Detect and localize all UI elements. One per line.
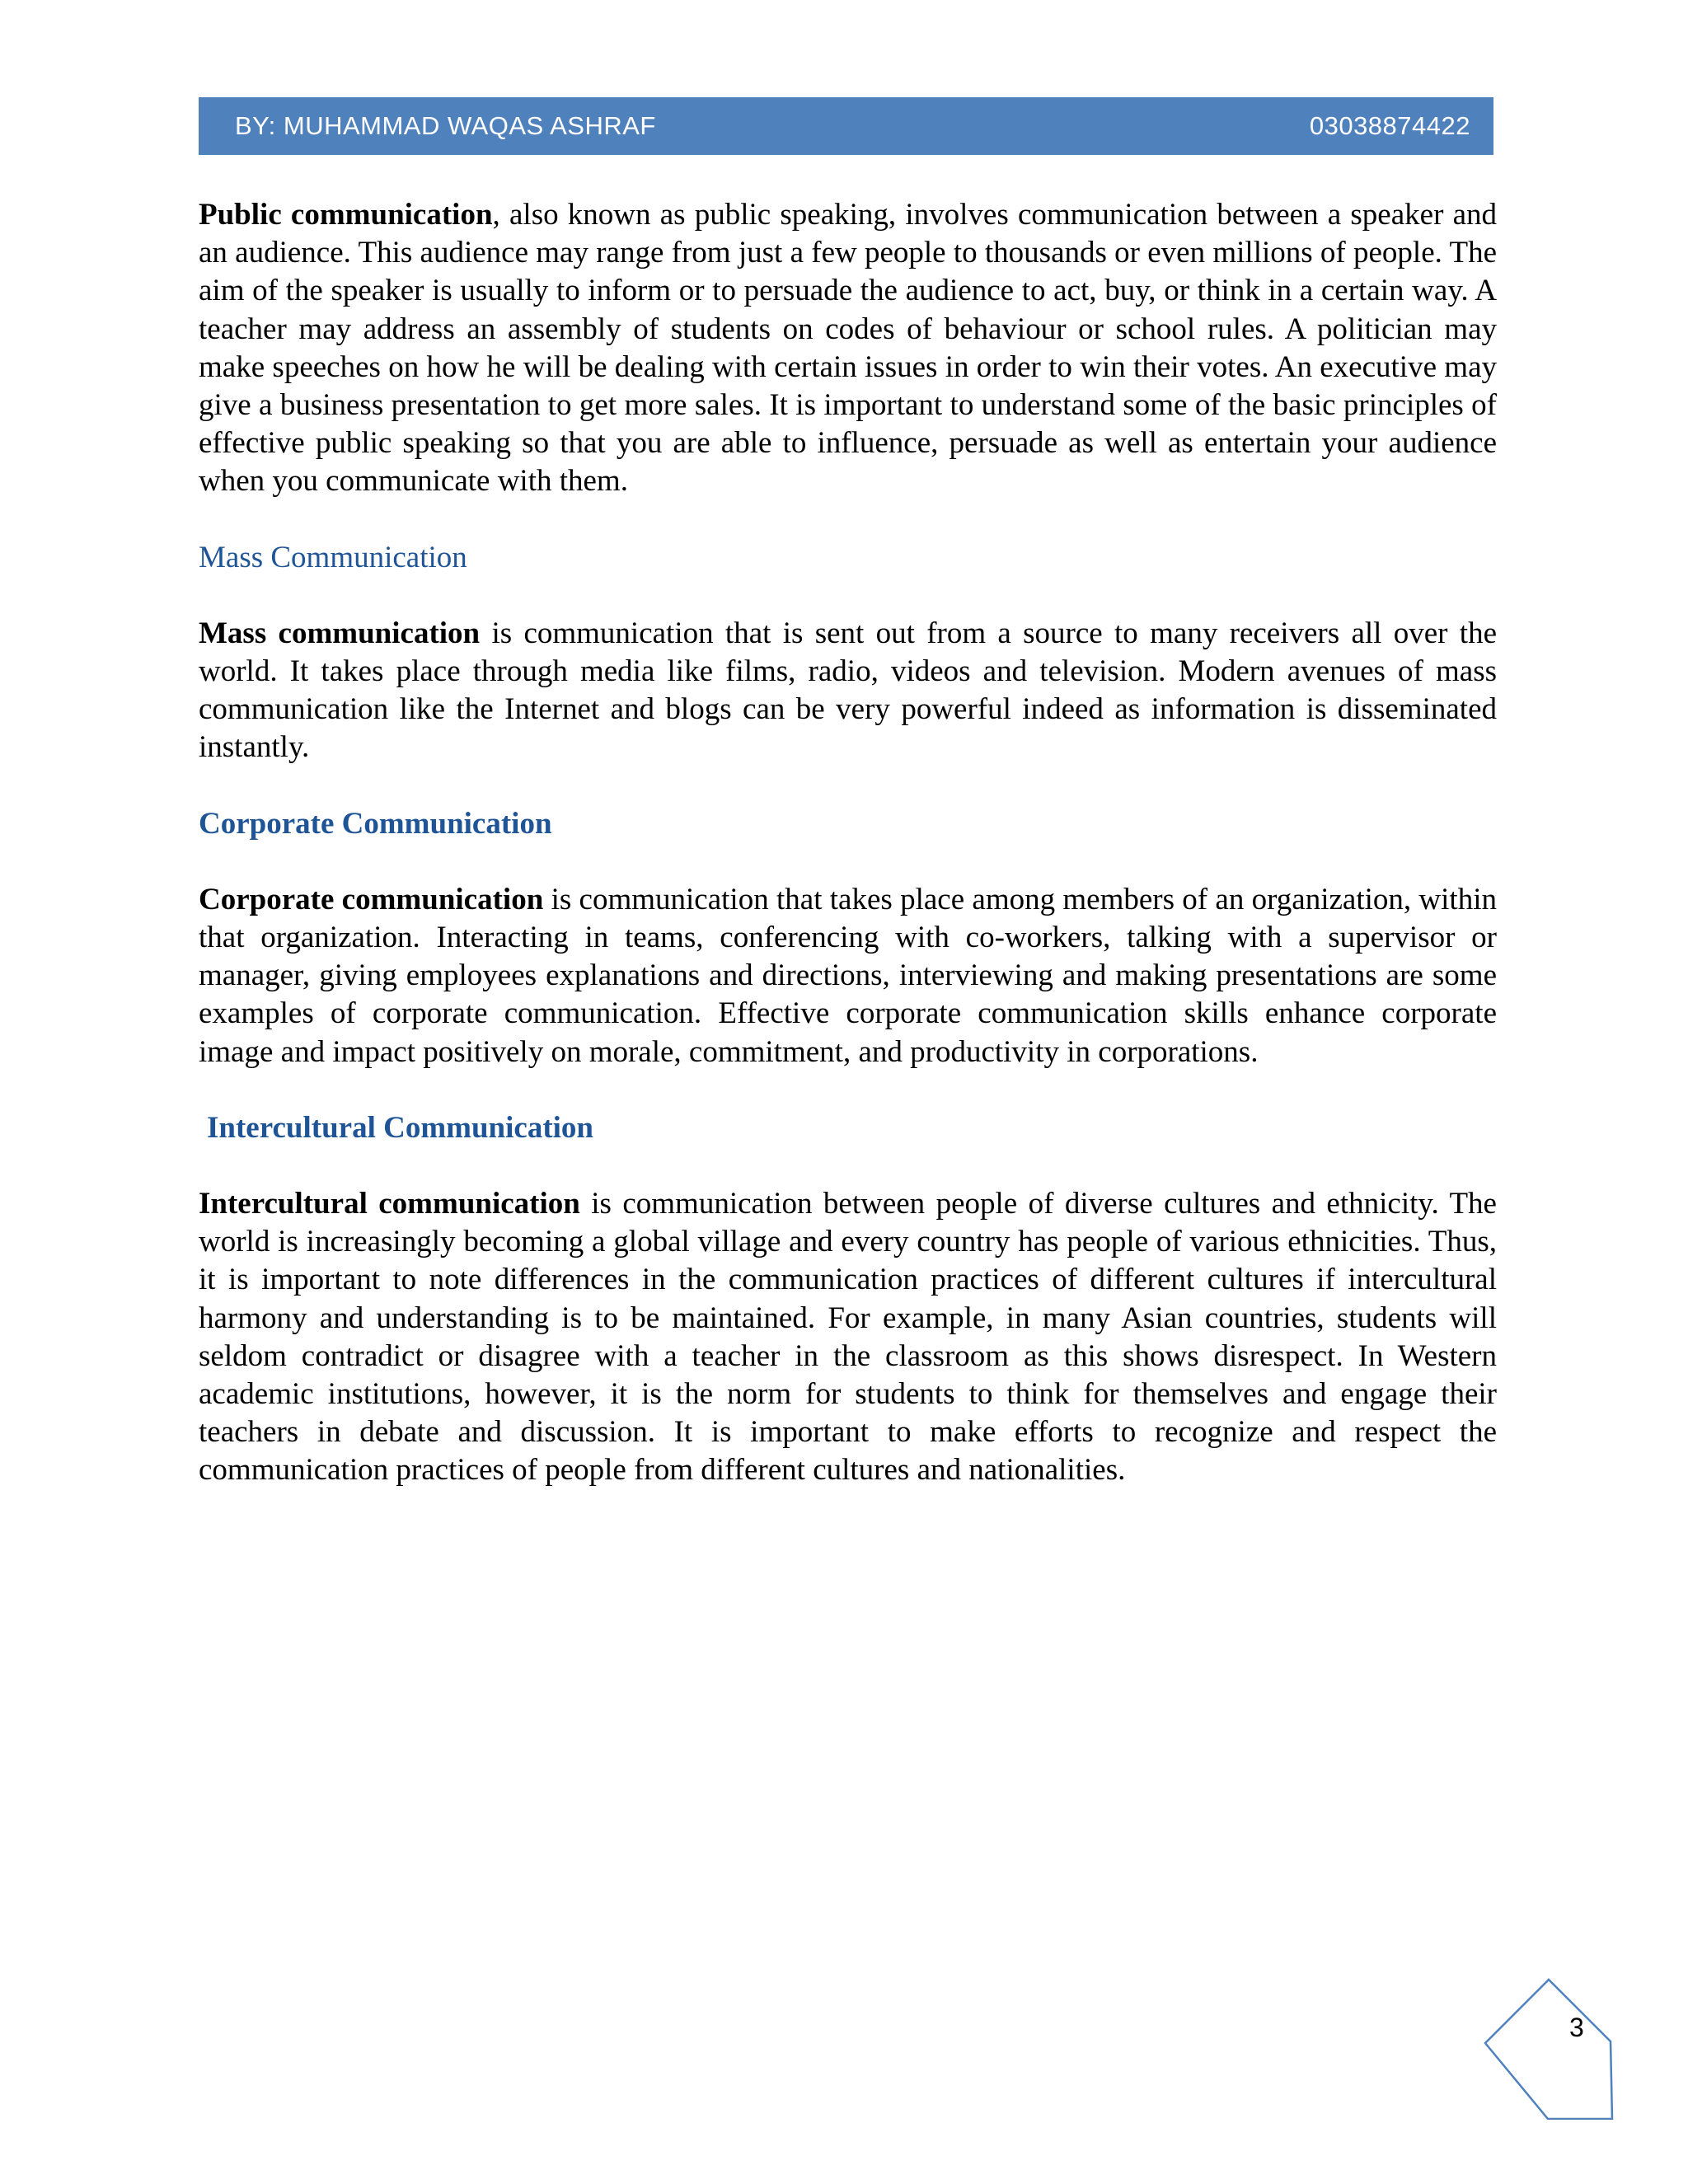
page-marker-shape-icon bbox=[1484, 1978, 1624, 2120]
corporate-communication-text: is communication that takes place among members of an organization, within that organization. Interacting in teams, conferencing with co-workers, talking with a supervisor or manager, giving employees explanations and directions, interviewing and making presentations are some examples of corporate communication. Effective corporate communication skills enhance corporate image and impact positively on morale, commitment, and productivity in corporations. bbox=[199, 882, 1497, 1069]
document-body bbox=[199, 196, 1497, 1490]
public-communication-paragraph bbox=[199, 196, 1497, 501]
header-author: BY: MUHAMMAD WAQAS ASHRAF bbox=[235, 111, 656, 140]
corporate-communication-heading: Corporate Communication bbox=[199, 806, 552, 841]
mass-communication-paragraph bbox=[199, 615, 1497, 767]
page-number: 3 bbox=[1569, 2013, 1584, 2042]
intercultural-communication-text: is communication between people of diverse cultures and ethnicity. The world is increasingly becoming a global village and every country has people of various ethnicities. Thus, it is important to note differences in the communication practices of different cultures if intercultural harmony and understanding is to be maintained. For example, in many Asian countries, students will seldom contradict or disagree with a teacher in the classroom as this shows disrespect. In Western academic institutions, however, it is the norm for students to think for themselves and engage their teachers in debate and discussion. It is important to make efforts to recognize and respect the communication practices of people from different cultures and nationalities. bbox=[199, 1187, 1497, 1488]
public-communication-term: Public communication bbox=[199, 198, 493, 232]
intercultural-communication-term: Intercultural communication bbox=[199, 1187, 580, 1221]
page-number-marker bbox=[1484, 1978, 1624, 2120]
intercultural-communication-paragraph bbox=[199, 1185, 1497, 1490]
mass-communication-text: is communication that is sent out from a source to many receivers all over the world. It takes place through media like films, radio, videos and television. Modern avenues of mass communication like the Internet and blogs can be very powerful indeed as information is disseminated instantly. bbox=[199, 616, 1498, 765]
header-phone: 03038874422 bbox=[1309, 111, 1470, 140]
intercultural-communication-heading: Intercultural Communication bbox=[207, 1110, 594, 1145]
header-bar bbox=[199, 97, 1493, 155]
corporate-communication-paragraph bbox=[199, 881, 1497, 1071]
public-communication-text: , also known as public speaking, involves communication between a speaker and an audience. This audience may range from just a few people to thousands or even millions of people. The aim of the speaker is usually to inform or to persuade the audience to act, buy, or think in a certain way. A teacher may address an assembly of students on codes of behaviour or school rules. A politician may make speeches on how he will be dealing with certain issues in order to win their votes. An executive may give a business presentation to get more sales. It is important to understand some of the basic principles of effective public speaking so that you are able to influence, persuade as well as entertain your audience when you communicate with them. bbox=[199, 198, 1498, 499]
mass-communication-term: Mass communication bbox=[199, 616, 481, 650]
corporate-communication-term: Corporate communication bbox=[199, 882, 544, 916]
mass-communication-heading: Mass Communication bbox=[199, 540, 467, 574]
